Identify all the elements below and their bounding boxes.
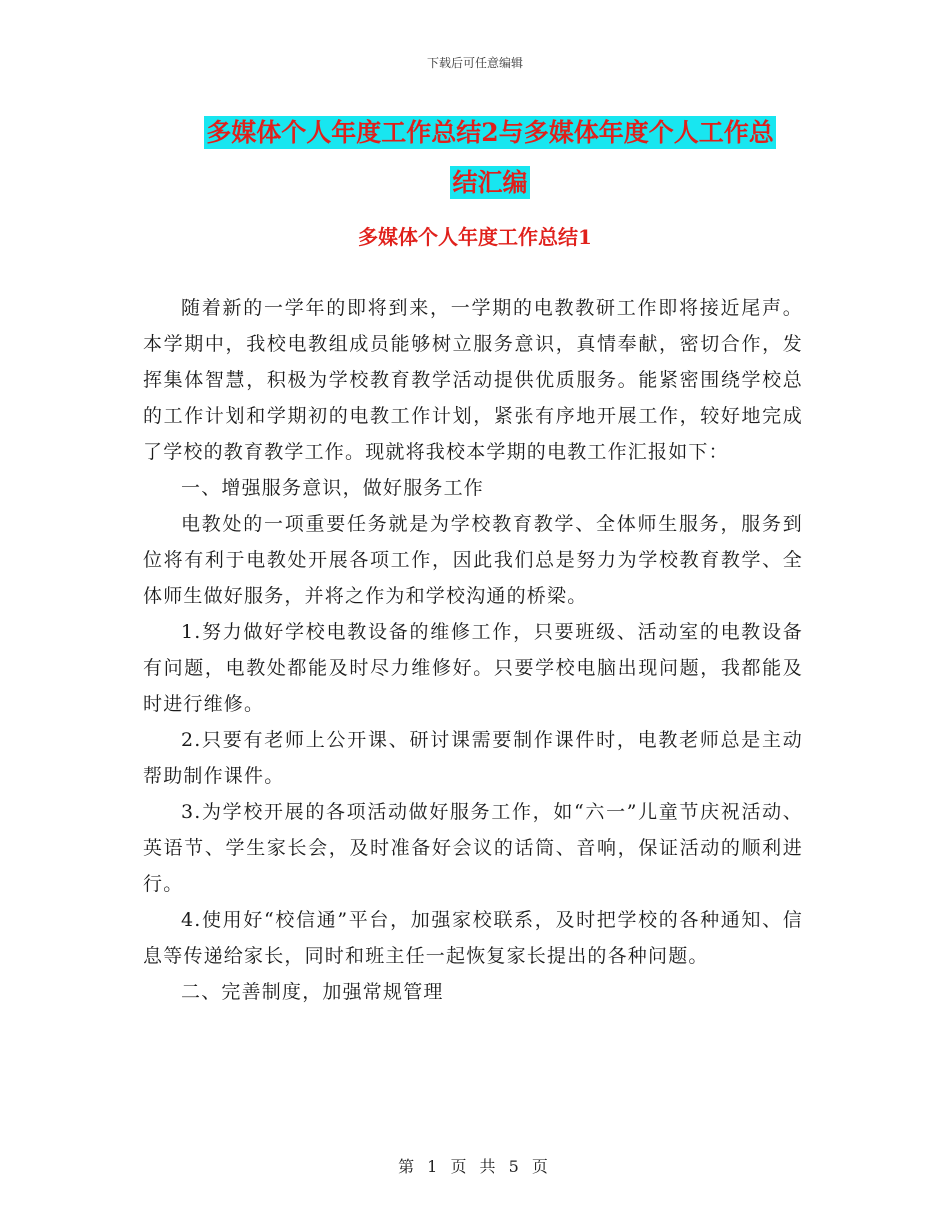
document-title bbox=[140, 108, 840, 208]
list-item-2: 2.只要有老师上公开课、研讨课需要制作课件时，电教老师总是主动帮助制作课件。 bbox=[143, 729, 803, 787]
heading-section-2: 二、完善制度，加强常规管理 bbox=[181, 981, 444, 1003]
paragraph-service: 电教处的一项重要任务就是为学校教育教学、全体师生服务，服务到位将有利于电教处开展各项工作，因此我们总是努力为学校教育教学、全体师生做好服务，并将之作为和学校沟通的桥梁。 bbox=[143, 513, 803, 607]
header-note: 下载后可任意编辑 bbox=[426, 56, 523, 70]
document-title-line-1: 多媒体个人年度工作总结2与多媒体年度个人工作总 bbox=[206, 118, 774, 147]
paragraph-intro: 随着新的一学年的即将到来，一学期的电教教研工作即将接近尾声。本学期中，我校电教组成员能够树立服务意识，真情奉献，密切合作，发挥集体智慧，积极为学校教育教学活动提供优质服务。能紧密围绕学校总的工作计划和学期初的电教工作计划，紧张有序地开展工作，较好地完成了学校的教育教学工作。现就将我校本学期的电教工作汇报如下： bbox=[143, 297, 803, 463]
document-title-line-2: 结汇编 bbox=[452, 168, 528, 197]
page-number: 第 1 页 共 5 页 bbox=[398, 1157, 552, 1176]
heading-section-1: 一、增强服务意识，做好服务工作 bbox=[181, 477, 485, 499]
list-item-3: 3.为学校开展的各项活动做好服务工作，如“六一”儿童节庆祝活动、英语节、学生家长会，及时准备好会议的话筒、音响，保证活动的顺利进行。 bbox=[143, 801, 803, 895]
list-item-1: 1.努力做好学校电教设备的维修工作，只要班级、活动室的电教设备有问题，电教处都能及时尽力维修好。只要学校电脑出现问题，我都能及时进行维修。 bbox=[143, 621, 803, 715]
document-body bbox=[143, 290, 803, 1010]
section-title: 多媒体个人年度工作总结1 bbox=[358, 225, 592, 249]
list-item-4: 4.使用好“校信通”平台，加强家校联系，及时把学校的各种通知、信息等传递给家长，同时和班主任一起恢复家长提出的各种问题。 bbox=[143, 909, 803, 967]
